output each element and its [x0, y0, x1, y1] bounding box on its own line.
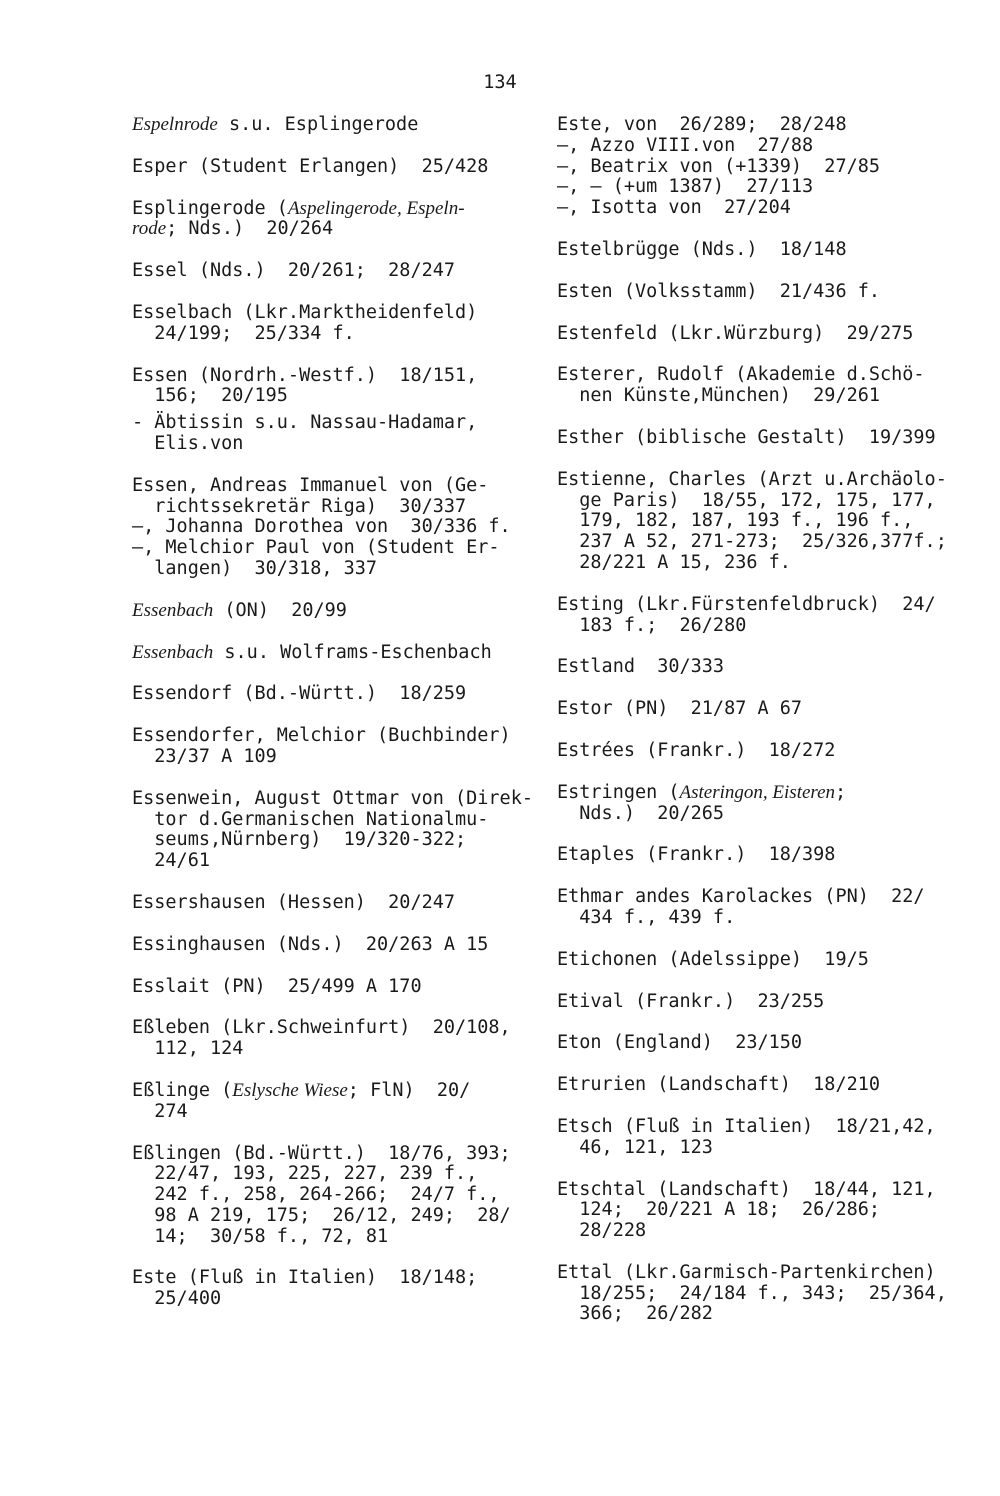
italic-term: Asteringon, Eisteren — [679, 781, 836, 803]
index-entry — [557, 1033, 957, 1054]
index-entry — [557, 1263, 957, 1325]
entry-text: Este (Fluß in Italien) 18/148; — [132, 1267, 478, 1289]
entry-line — [557, 1180, 957, 1201]
entry-text: - Äbtissin s.u. Nassau-Hadamar, — [132, 412, 478, 434]
entry-text: Esting (Lkr.Fürstenfeldbruck) 24/ — [557, 593, 936, 615]
index-entry — [132, 684, 542, 705]
entry-text: Este, von 26/289; 28/248 — [557, 114, 847, 135]
entry-text: Eßlingen (Bd.-Württ.) 18/76, 393; — [132, 1142, 511, 1164]
entry-line — [132, 726, 542, 747]
entry-text: ; FlN) 20/ — [347, 1079, 471, 1101]
entry-text: Nds.) 20/265 — [557, 802, 725, 824]
entry-line — [557, 657, 957, 678]
entry-line — [132, 851, 542, 872]
entry-line — [132, 1081, 542, 1102]
page-number: 134 — [483, 72, 517, 93]
entry-text: 28/221 A 15, 236 f. — [557, 551, 791, 573]
entry-text: —, Melchior Paul von (Student Er- — [132, 537, 500, 559]
entry-text: nen Künste,München) 29/261 — [557, 385, 881, 407]
entry-text: ; Nds.) 20/264 — [166, 218, 334, 240]
index-entry — [132, 1268, 542, 1310]
index-entry — [557, 115, 957, 219]
entry-text: —, Beatrix von (+1339) 27/85 — [557, 155, 881, 177]
index-entry — [132, 1018, 542, 1060]
entry-text: 183 f.; 26/280 — [557, 614, 747, 636]
entry-text: Essershausen (Hessen) 20/247 — [132, 891, 456, 913]
entry-line — [132, 559, 542, 580]
entry-line — [557, 198, 957, 219]
entry-text: —, Isotta von 27/204 — [557, 197, 791, 219]
index-entry — [132, 893, 542, 914]
entry-text: Estelbrügge (Nds.) 18/148 — [557, 238, 847, 260]
entry-text: Estrées (Frankr.) 18/272 — [557, 739, 836, 761]
entry-line — [557, 741, 957, 762]
entry-text: Etichonen (Adelssippe) 19/5 — [557, 948, 869, 970]
entry-line — [132, 977, 542, 998]
entry-text: 24/61 — [132, 850, 210, 872]
italic-term: Espelnrode — [132, 114, 218, 135]
entry-text: (ON) 20/99 — [213, 599, 347, 621]
index-entry — [132, 643, 542, 664]
index-entry — [132, 115, 542, 136]
entry-text: Esplingerode ( — [132, 197, 288, 219]
entry-text: 25/400 — [132, 1288, 222, 1310]
index-entry — [132, 413, 542, 455]
index-entry — [132, 261, 542, 282]
entry-text: Eßleben (Lkr.Schweinfurt) 20/108, — [132, 1017, 511, 1039]
italic-term: Essenbach — [132, 641, 214, 663]
index-entry — [557, 887, 957, 929]
entry-text: Ettal (Lkr.Garmisch-Partenkirchen) — [557, 1261, 936, 1283]
index-entry — [557, 657, 957, 678]
entry-line — [557, 1138, 957, 1159]
entry-text: langen) 30/318, 337 — [132, 557, 378, 579]
index-entry — [132, 1081, 542, 1123]
entry-line — [557, 282, 957, 303]
entry-line — [557, 115, 957, 136]
entry-line — [132, 1289, 542, 1310]
index-entry — [557, 699, 957, 720]
entry-text: Esther (biblische Gestalt) 19/399 — [557, 426, 936, 448]
entry-line — [557, 532, 957, 553]
entry-text: Estringen ( — [557, 781, 680, 803]
entry-text: 112, 124 — [132, 1038, 244, 1060]
entry-line — [132, 115, 542, 136]
entry-line — [132, 303, 542, 324]
entry-line — [557, 470, 957, 491]
entry-text: Eßlinge ( — [132, 1079, 233, 1101]
entry-line — [557, 908, 957, 929]
index-entry — [132, 726, 542, 768]
entry-line — [557, 616, 957, 637]
entry-text: Esslait (PN) 25/499 A 170 — [132, 975, 422, 997]
entry-text: Estor (PN) 21/87 A 67 — [557, 698, 803, 720]
entry-line — [557, 845, 957, 866]
entry-line — [132, 157, 542, 178]
entry-text: 22/47, 193, 225, 227, 239 f., — [132, 1163, 478, 1185]
entry-text: —, — (+um 1387) 27/113 — [557, 176, 814, 198]
index-entry — [132, 977, 542, 998]
entry-line — [557, 324, 957, 345]
entry-line — [557, 783, 957, 804]
entry-text: Etschtal (Landschaft) 18/44, 121, — [557, 1178, 936, 1200]
entry-line — [132, 366, 542, 387]
entry-text: 124; 20/221 A 18; 26/286; — [557, 1199, 881, 1221]
entry-line — [557, 511, 957, 532]
entry-text: Estland 30/333 — [557, 656, 725, 678]
entry-text: Essen (Nordrh.-Westf.) 18/151, — [132, 364, 478, 386]
entry-line — [557, 887, 957, 908]
entry-text: 237 A 52, 271-273; 25/326,377f.; — [557, 531, 947, 553]
entry-line — [132, 324, 542, 345]
index-entry — [132, 935, 542, 956]
entry-line — [132, 517, 542, 538]
entry-line — [557, 804, 957, 825]
entry-line — [132, 476, 542, 497]
index-entry — [557, 240, 957, 261]
entry-text: s.u. Wolframs-Eschenbach — [213, 641, 492, 663]
entry-text: Essen, Andreas Immanuel von (Ge- — [132, 474, 489, 496]
entry-text: tor d.Germanischen Nationalmu- — [132, 808, 489, 830]
entry-text: Esselbach (Lkr.Marktheidenfeld) — [132, 301, 478, 323]
index-column-left — [132, 115, 542, 1310]
entry-line — [557, 553, 957, 574]
entry-text: 14; 30/58 f., 72, 81 — [132, 1225, 389, 1247]
entry-text: 24/199; 25/334 f. — [132, 322, 355, 344]
entry-line — [557, 428, 957, 449]
index-entry — [557, 1180, 957, 1242]
entry-text: Essendorf (Bd.-Württ.) 18/259 — [132, 683, 467, 705]
entry-text: ; — [835, 781, 847, 803]
index-entry — [557, 282, 957, 303]
entry-line — [132, 1144, 542, 1165]
entry-line — [132, 810, 542, 831]
entry-line — [557, 699, 957, 720]
entry-line — [557, 386, 957, 407]
entry-line — [557, 1117, 957, 1138]
entry-text: Etival (Frankr.) 23/255 — [557, 990, 825, 1012]
entry-text: 18/255; 24/184 f., 343; 25/364, — [557, 1282, 947, 1304]
entry-line — [132, 935, 542, 956]
entry-text: Elis.von — [132, 432, 244, 454]
index-entry — [557, 992, 957, 1013]
index-entry — [557, 741, 957, 762]
entry-line — [557, 365, 957, 386]
entry-line — [557, 136, 957, 157]
entry-line — [557, 1263, 957, 1284]
entry-line — [557, 595, 957, 616]
entry-line — [132, 261, 542, 282]
entry-text: 434 f., 439 f. — [557, 906, 736, 928]
entry-text: 46, 121, 123 — [557, 1136, 713, 1158]
entry-text: Estenfeld (Lkr.Würzburg) 29/275 — [557, 322, 914, 344]
index-entry — [557, 845, 957, 866]
entry-text: Essinghausen (Nds.) 20/263 A 15 — [132, 933, 489, 955]
entry-text: Eton (England) 23/150 — [557, 1032, 803, 1054]
entry-line — [132, 830, 542, 851]
index-entry — [557, 1075, 957, 1096]
entry-line — [132, 497, 542, 518]
entry-line — [132, 684, 542, 705]
entry-line — [132, 1102, 542, 1123]
entry-line — [132, 1018, 542, 1039]
entry-line — [557, 1033, 957, 1054]
entry-line — [557, 1221, 957, 1242]
entry-text: —, Johanna Dorothea von 30/336 f. — [132, 516, 511, 538]
index-entry — [132, 303, 542, 345]
entry-line — [557, 157, 957, 178]
entry-text: Essenwein, August Ottmar von (Direk- — [132, 787, 533, 809]
entry-line — [132, 601, 542, 622]
index-entry — [132, 601, 542, 622]
entry-text: Esten (Volksstamm) 21/436 f. — [557, 280, 881, 302]
entry-line — [132, 1206, 542, 1227]
entry-line — [132, 434, 542, 455]
entry-text: 179, 182, 187, 193 f., 196 f., — [557, 510, 914, 532]
entry-text: Essendorfer, Melchior (Buchbinder) — [132, 725, 511, 747]
entry-line — [132, 1039, 542, 1060]
italic-term: Aspelingerode, Espeln- — [287, 197, 465, 219]
entry-line — [132, 1164, 542, 1185]
index-entry — [557, 428, 957, 449]
entry-text: s.u. Esplingerode — [217, 114, 419, 135]
index-entry — [557, 1117, 957, 1159]
entry-line — [557, 1304, 957, 1325]
entry-text: 274 — [132, 1100, 188, 1122]
entry-text: 23/37 A 109 — [132, 745, 277, 767]
index-entry — [132, 789, 542, 872]
entry-text: —, Azzo VIII.von 27/88 — [557, 134, 814, 156]
entry-text: seums,Nürnberg) 19/320-322; — [132, 829, 467, 851]
entry-line — [132, 199, 542, 220]
entry-text: 98 A 219, 175; 26/12, 249; 28/ — [132, 1204, 511, 1226]
entry-line — [557, 240, 957, 261]
entry-line — [557, 950, 957, 971]
index-entry — [557, 595, 957, 637]
entry-text: 156; 20/195 — [132, 385, 288, 407]
index-entry — [132, 157, 542, 178]
index-entry — [132, 199, 542, 241]
entry-line — [132, 643, 542, 664]
entry-text: 28/228 — [557, 1220, 647, 1242]
entry-line — [132, 1185, 542, 1206]
entry-line — [132, 1268, 542, 1289]
index-entry — [557, 783, 957, 825]
entry-text: Etrurien (Landschaft) 18/210 — [557, 1074, 881, 1096]
entry-text: Ethmar andes Karolackes (PN) 22/ — [557, 886, 925, 908]
entry-text: Esper (Student Erlangen) 25/428 — [132, 155, 489, 177]
italic-term: rode — [132, 218, 167, 240]
entry-text: Etaples (Frankr.) 18/398 — [557, 844, 836, 866]
entry-line — [557, 1200, 957, 1221]
entry-text: 242 f., 258, 264-266; 24/7 f., — [132, 1184, 500, 1206]
entry-line — [132, 789, 542, 810]
entry-text: ge Paris) 18/55, 172, 175, 177, — [557, 489, 936, 511]
entry-line — [557, 1284, 957, 1305]
index-entry — [132, 1144, 542, 1248]
entry-text: Esterer, Rudolf (Akademie d.Schö- — [557, 364, 925, 386]
index-entry — [557, 950, 957, 971]
entry-line — [557, 992, 957, 1013]
entry-line — [557, 491, 957, 512]
entry-line — [132, 219, 542, 240]
index-entry — [557, 324, 957, 345]
entry-line — [132, 747, 542, 768]
entry-line — [132, 413, 542, 434]
entry-line — [132, 386, 542, 407]
entry-text: Etsch (Fluß in Italien) 18/21,42, — [557, 1115, 936, 1137]
italic-term: Eslysche Wiese — [232, 1079, 348, 1101]
index-entry — [557, 470, 957, 574]
entry-line — [132, 538, 542, 559]
entry-text: Estienne, Charles (Arzt u.Archäolo- — [557, 468, 947, 490]
entry-text: richtssekretär Riga) 30/337 — [132, 495, 467, 517]
index-column-right — [557, 115, 957, 1325]
entry-text: Essel (Nds.) 20/261; 28/247 — [132, 260, 456, 282]
entry-line — [132, 893, 542, 914]
index-entry — [557, 365, 957, 407]
entry-line — [557, 1075, 957, 1096]
entry-line — [132, 1227, 542, 1248]
entry-text: 366; 26/282 — [557, 1303, 713, 1325]
index-entry — [132, 366, 542, 408]
italic-term: Essenbach — [132, 599, 214, 621]
entry-line — [557, 177, 957, 198]
index-entry — [132, 476, 542, 580]
